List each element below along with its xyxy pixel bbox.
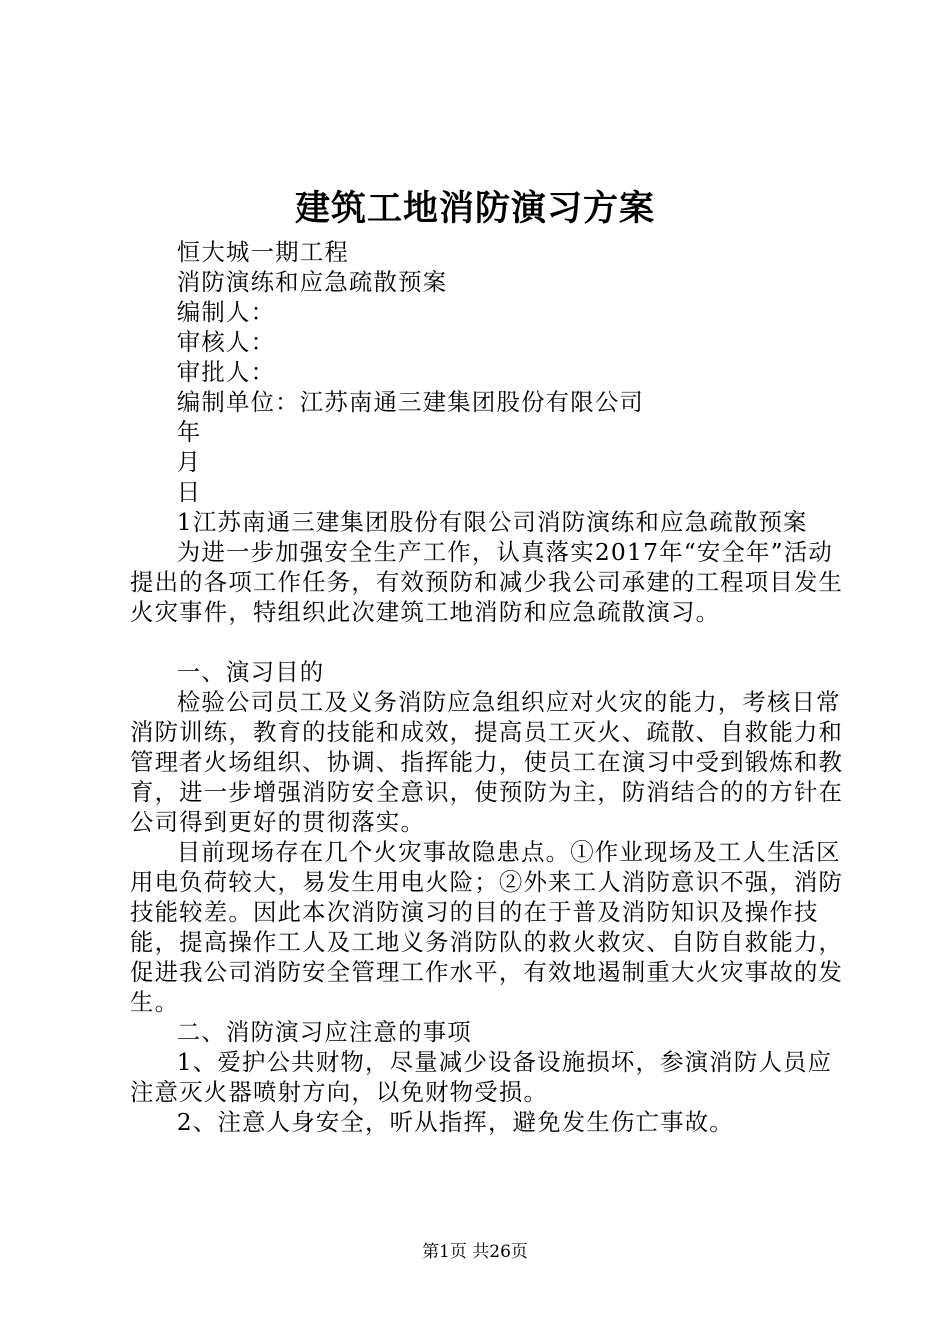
page-footer: 第1页 共26页 [422, 1242, 528, 1262]
section2-item-1: 1、爱护公共财物，尽量减少设备设施损坏，参演消防人员应注意灭火器喷射方向，以免财物受损。 [130, 1048, 833, 1106]
cover-day: 日 [176, 478, 202, 506]
section2-heading: 二、消防演习应注意的事项 [176, 1018, 472, 1046]
section1-heading: 一、演习目的 [176, 658, 325, 686]
section2-item-2: 2、注意人身安全，听从指挥，避免发生伤亡事故。 [176, 1108, 734, 1136]
cover-author: 编制人： [176, 298, 276, 326]
cover-reviewer: 审核人： [176, 328, 276, 356]
document-body [130, 237, 845, 1137]
section1-paragraph-2: 目前现场存在几个火灾事故隐患点。①作业现场及工人生活区用电负荷较大，易发生用电火险；②外来工人消防意识不强，消防技能较差。因此本次消防演习的目的在于普及消防知识及操作技能，提高操作工人及工地义务消防队的救火救灾、自防自救能力，促进我公司消防安全管理工作水平，有效地遏制重大火灾事故的发生。 [130, 838, 844, 1016]
heading-line: 1江苏南通三建集团股份有限公司消防演练和应急疏散预案 [176, 508, 808, 536]
cover-approver: 审批人： [176, 358, 276, 386]
blank-line [130, 627, 845, 657]
cover-year: 年 [176, 418, 202, 446]
cover-month: 月 [176, 448, 202, 476]
cover-project: 恒大城一期工程 [176, 238, 349, 266]
cover-plan-name: 消防演练和应急疏散预案 [176, 268, 448, 296]
cover-unit: 编制单位：江苏南通三建集团股份有限公司 [176, 388, 645, 416]
document-title: 建筑工地消防演习方案 [294, 188, 655, 229]
intro-paragraph: 为进一步加强安全生产工作，认真落实2017年“安全年”活动提出的各项工作任务，有效预防和减少我公司承建的工程项目发生火灾事件，特组织此次建筑工地消防和应急疏散演习。 [130, 538, 844, 626]
section1-paragraph-1: 检验公司员工及义务消防应急组织应对火灾的能力，考核日常消防训练，教育的技能和成效，提高员工灭火、疏散、自救能力和管理者火场组织、协调、指挥能力，使员工在演习中受到锻炼和教育，进一步增强消防安全意识，使预防为主，防消结合的的方针在公司得到更好的贯彻落实。 [130, 688, 844, 836]
